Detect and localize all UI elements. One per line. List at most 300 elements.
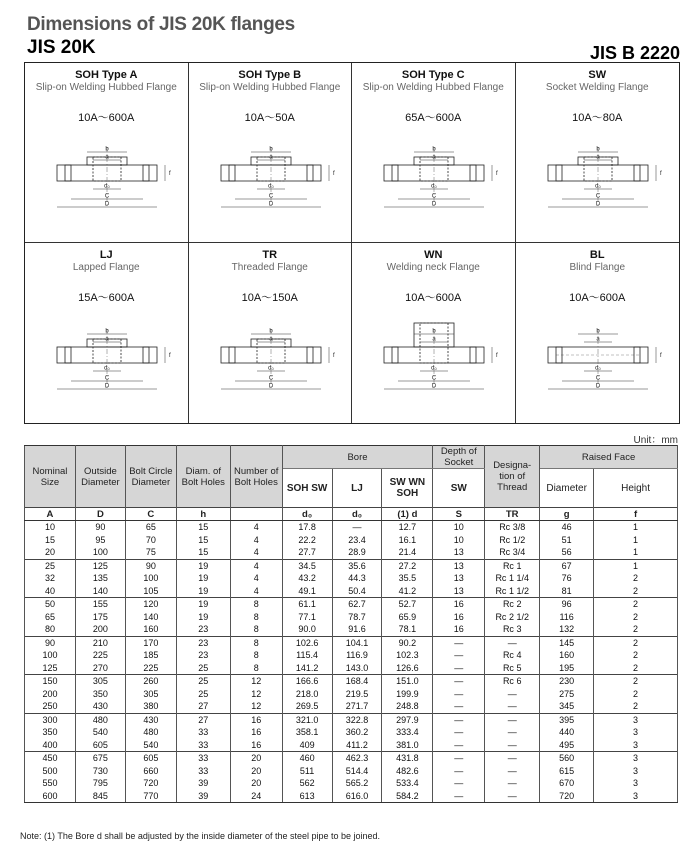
table-cell: 90	[25, 636, 76, 649]
col-bore-soh-sw: SOH SW	[282, 469, 332, 508]
table-cell: 270	[75, 662, 125, 675]
table-cell: 670	[540, 777, 594, 790]
table-cell: 13	[433, 559, 485, 572]
table-cell: —	[332, 521, 382, 534]
dimension-label: d₀	[431, 183, 437, 190]
table-cell: 17.8	[282, 521, 332, 534]
table-cell: 27	[176, 713, 230, 726]
table-cell: —	[433, 790, 485, 803]
table-row	[25, 636, 678, 649]
table-cell: 150	[25, 675, 76, 688]
table-cell: —	[433, 713, 485, 726]
flange-type-name: BL	[589, 249, 605, 261]
table-cell: 33	[176, 739, 230, 752]
table-cell: 540	[75, 726, 125, 739]
dimension-label: D	[595, 201, 600, 208]
table-cell: 533.4	[382, 777, 433, 790]
table-cell: 675	[75, 752, 125, 765]
table-cell: 132	[540, 623, 594, 636]
table-cell: 4	[230, 534, 282, 547]
bolt-hole	[229, 165, 235, 181]
table-cell: 135	[75, 572, 125, 585]
table-cell: 2	[594, 675, 678, 688]
table-cell: 845	[75, 790, 125, 803]
table-cell: 560	[540, 752, 594, 765]
col-raised-face: Raised Face	[540, 446, 678, 469]
table-cell: 23	[176, 649, 230, 662]
table-cell: 720	[540, 790, 594, 803]
table-row	[25, 649, 678, 662]
col-outside-diameter: Outside Diameter	[75, 446, 125, 508]
table-cell: 2	[594, 688, 678, 701]
table-row	[25, 752, 678, 765]
dimension-label: b	[268, 146, 273, 153]
table-cell: 102.3	[382, 649, 433, 662]
bolt-hole	[307, 347, 313, 363]
table-cell: 125	[25, 662, 76, 675]
table-cell: 32	[25, 572, 76, 585]
table-cell: —	[433, 675, 485, 688]
table-row	[25, 688, 678, 701]
table-cell: 16	[230, 713, 282, 726]
flange-type-name: TR	[262, 249, 278, 261]
table-cell: 2	[594, 598, 678, 611]
table-cell: 321.0	[282, 713, 332, 726]
table-cell: 12	[230, 675, 282, 688]
table-cell: 210	[75, 636, 125, 649]
table-cell: 41.2	[382, 585, 433, 598]
table-cell: 720	[125, 777, 176, 790]
table-cell: 67	[540, 559, 594, 572]
table-cell: 480	[125, 726, 176, 739]
table-cell: Rc 6	[485, 675, 540, 688]
table-cell: 1	[594, 559, 678, 572]
bolt-hole	[307, 165, 313, 181]
table-cell: 460	[282, 752, 332, 765]
label-g: g	[540, 508, 594, 521]
table-cell: 2	[594, 585, 678, 598]
table-cell: 395	[540, 713, 594, 726]
flange-size-range: 10A～600A	[405, 292, 462, 304]
dimension-label: D	[431, 383, 437, 390]
table-cell: 15	[176, 521, 230, 534]
table-cell: 3	[594, 777, 678, 790]
table-cell: 199.9	[382, 688, 433, 701]
col-rf-height: Height	[594, 469, 678, 508]
bolt-hole	[65, 165, 71, 181]
table-cell: 2	[594, 611, 678, 624]
flange-type-name: SOH Type A	[75, 69, 138, 81]
table-cell: 61.1	[282, 598, 332, 611]
table-cell: 2	[594, 636, 678, 649]
table-row	[25, 713, 678, 726]
dimension-label: b	[432, 146, 436, 153]
table-cell: 4	[230, 546, 282, 559]
label-C: C	[125, 508, 176, 521]
table-cell: 350	[25, 726, 76, 739]
flange-drawing	[362, 127, 504, 233]
table-cell: —	[433, 765, 485, 778]
flange-type-desc: Slip-on Welding Hubbed Flange	[35, 82, 177, 93]
table-cell: 16	[433, 598, 485, 611]
page-subtitle: JIS 20K	[27, 37, 96, 58]
bolt-hole	[229, 347, 235, 363]
dimension-label: b	[595, 328, 600, 335]
flange-drawing	[362, 309, 504, 415]
table-cell: 430	[75, 700, 125, 713]
table-cell: 51	[540, 534, 594, 547]
flange-size-range: 10A～600A	[569, 292, 626, 304]
table-cell: —	[485, 752, 540, 765]
table-cell: —	[433, 752, 485, 765]
table-cell: 660	[125, 765, 176, 778]
table-cell: 76	[540, 572, 594, 585]
col-bore-sw-wn-soh: SW WN SOH	[382, 469, 433, 508]
table-cell: 411.2	[332, 739, 382, 752]
table-cell: 3	[594, 752, 678, 765]
flange-card	[189, 243, 353, 423]
dimension-label: f	[332, 353, 335, 359]
table-cell: 3	[594, 739, 678, 752]
table-cell: 360.2	[332, 726, 382, 739]
table-cell: 27	[176, 700, 230, 713]
table-cell: 166.6	[282, 675, 332, 688]
table-cell: 297.9	[382, 713, 433, 726]
table-cell: 250	[25, 700, 76, 713]
table-cell: 584.2	[382, 790, 433, 803]
flange-type-name: WN	[424, 249, 443, 261]
table-cell: 16	[230, 739, 282, 752]
page-title: Dimensions of JIS 20K flanges	[27, 14, 295, 35]
table-cell: —	[433, 726, 485, 739]
flange-type-desc: Slip-on Welding Hubbed Flange	[199, 82, 341, 93]
flange-size-range: 10A～600A	[78, 112, 135, 124]
table-cell: —	[433, 700, 485, 713]
table-cell: 462.3	[332, 752, 382, 765]
table-cell: 4	[230, 585, 282, 598]
dimension-label: f	[169, 353, 171, 359]
label-D: D	[75, 508, 125, 521]
table-cell: 10	[433, 521, 485, 534]
table-cell: 613	[282, 790, 332, 803]
table-cell: 43.2	[282, 572, 332, 585]
table-cell: —	[485, 688, 540, 701]
table-cell: 34.5	[282, 559, 332, 572]
flange-drawing	[526, 127, 668, 233]
table-cell: 52.7	[382, 598, 433, 611]
table-cell: 145	[540, 636, 594, 649]
table-cell: 380	[125, 700, 176, 713]
table-cell: 116	[540, 611, 594, 624]
table-cell: Rc 2	[485, 598, 540, 611]
table-row	[25, 726, 678, 739]
col-designation: Designa- tion of Thread	[485, 446, 540, 508]
table-cell: 480	[75, 713, 125, 726]
table-row	[25, 611, 678, 624]
table-cell: 358.1	[282, 726, 332, 739]
dimension-label: a	[105, 336, 109, 343]
label-f: f	[594, 508, 678, 521]
table-cell: 102.6	[282, 636, 332, 649]
table-cell: 100	[25, 649, 76, 662]
table-cell: 12	[230, 688, 282, 701]
flange-type-desc: Welding neck Flange	[386, 262, 480, 273]
table-cell: 175	[75, 611, 125, 624]
flange-card	[189, 63, 353, 243]
table-cell: 27.7	[282, 546, 332, 559]
table-cell: 185	[125, 649, 176, 662]
dimension-label: d₀	[104, 365, 110, 372]
table-cell: 80	[25, 623, 76, 636]
table-cell: 514.4	[332, 765, 382, 778]
table-cell: 155	[75, 598, 125, 611]
table-row	[25, 534, 678, 547]
table-cell: 78.1	[382, 623, 433, 636]
table-cell: —	[433, 636, 485, 649]
table-cell: 16	[433, 611, 485, 624]
flange-size-range: 10A～80A	[572, 112, 623, 124]
table-cell: 13	[433, 546, 485, 559]
table-cell: 770	[125, 790, 176, 803]
flange-drawing	[199, 127, 341, 233]
table-cell: 13	[433, 585, 485, 598]
label-TR: TR	[485, 508, 540, 521]
table-cell: 16	[230, 726, 282, 739]
table-cell: 15	[25, 534, 76, 547]
table-cell: 21.4	[382, 546, 433, 559]
table-row	[25, 623, 678, 636]
table-cell: 615	[540, 765, 594, 778]
bolt-hole	[143, 165, 149, 181]
table-cell: 730	[75, 765, 125, 778]
table-cell: 20	[25, 546, 76, 559]
table-cell: 10	[25, 521, 76, 534]
flange-card	[25, 243, 189, 423]
table-cell: 16	[433, 623, 485, 636]
flange-drawing	[35, 127, 177, 233]
flange-size-range: 65A～600A	[405, 112, 462, 124]
table-cell: 91.6	[332, 623, 382, 636]
table-cell: 125	[75, 559, 125, 572]
table-cell: —	[433, 777, 485, 790]
table-cell: 100	[75, 546, 125, 559]
flange-type-name: SW	[588, 69, 607, 81]
table-cell: Rc 1 1/4	[485, 572, 540, 585]
table-cell: 511	[282, 765, 332, 778]
table-row	[25, 585, 678, 598]
table-cell: 12	[230, 700, 282, 713]
table-cell: 605	[125, 752, 176, 765]
table-cell: 430	[125, 713, 176, 726]
bolt-hole	[65, 347, 71, 363]
table-cell: 20	[230, 765, 282, 778]
table-cell: 62.7	[332, 598, 382, 611]
table-cell: —	[485, 726, 540, 739]
flange-card	[516, 63, 680, 243]
table-cell: 90.0	[282, 623, 332, 636]
table-cell: —	[485, 739, 540, 752]
flange-type-name: SOH Type C	[401, 69, 465, 81]
table-cell: —	[433, 688, 485, 701]
table-cell: 115.4	[282, 649, 332, 662]
table-cell: 39	[176, 790, 230, 803]
table-cell: 8	[230, 636, 282, 649]
dimension-label: a	[268, 336, 273, 343]
dimension-label: C	[268, 193, 273, 200]
table-cell: 2	[594, 662, 678, 675]
table-cell: —	[485, 700, 540, 713]
table-cell: 500	[25, 765, 76, 778]
table-cell: 300	[25, 713, 76, 726]
table-cell: 333.4	[382, 726, 433, 739]
flange-type-name: SOH Type B	[238, 69, 302, 81]
dimension-label: b	[105, 328, 109, 335]
flange-card	[352, 63, 516, 243]
table-cell: 95	[75, 534, 125, 547]
table-cell: 562	[282, 777, 332, 790]
table-cell: —	[433, 739, 485, 752]
dimension-label: a	[432, 154, 436, 161]
table-cell: 65.9	[382, 611, 433, 624]
table-cell: 2	[594, 700, 678, 713]
label-d: (1) d	[382, 508, 433, 521]
table-cell: 218.0	[282, 688, 332, 701]
table-cell: 140	[75, 585, 125, 598]
table-cell: 8	[230, 623, 282, 636]
bolt-hole	[392, 165, 398, 181]
table-cell: 90.2	[382, 636, 433, 649]
flange-card	[516, 243, 680, 423]
table-cell: Rc 3	[485, 623, 540, 636]
dimension-label: b	[105, 146, 109, 153]
table-cell: 200	[75, 623, 125, 636]
dimension-label: b	[268, 328, 273, 335]
table-cell: 3	[594, 726, 678, 739]
table-cell: 400	[25, 739, 76, 752]
table-cell: 90	[125, 559, 176, 572]
table-cell: 19	[176, 559, 230, 572]
table-cell: Rc 2 1/2	[485, 611, 540, 624]
table-cell: 482.6	[382, 765, 433, 778]
table-cell: 39	[176, 777, 230, 790]
table-cell: 141.2	[282, 662, 332, 675]
table-cell: 160	[540, 649, 594, 662]
dimension-label: a	[105, 154, 109, 161]
table-cell: 8	[230, 649, 282, 662]
dimension-label: b	[595, 146, 600, 153]
dimension-label: C	[268, 375, 273, 382]
unit-label: Unit：mm	[633, 435, 678, 446]
table-cell: —	[485, 713, 540, 726]
table-cell: 2	[594, 649, 678, 662]
table-cell: 305	[75, 675, 125, 688]
table-cell: 8	[230, 611, 282, 624]
table-cell: 225	[75, 649, 125, 662]
table-row	[25, 777, 678, 790]
table-cell: 143.0	[332, 662, 382, 675]
label-S: S	[433, 508, 485, 521]
dimension-label: d₀	[431, 365, 437, 372]
table-cell: 13	[433, 572, 485, 585]
dimension-label: D	[431, 201, 437, 208]
flange-type-desc: Blind Flange	[569, 262, 626, 273]
table-cell: 44.3	[332, 572, 382, 585]
dimension-label: f	[496, 353, 498, 359]
col-nominal-size: Nominal Size	[25, 446, 76, 508]
table-cell: 1	[594, 521, 678, 534]
table-cell: 450	[25, 752, 76, 765]
table-cell: 50	[25, 598, 76, 611]
table-cell: 65	[25, 611, 76, 624]
bolt-hole	[392, 347, 398, 363]
dimension-label: a	[268, 154, 273, 161]
table-cell: 3	[594, 713, 678, 726]
table-cell: Rc 1 1/2	[485, 585, 540, 598]
table-cell: 200	[25, 688, 76, 701]
table-cell: 616.0	[332, 790, 382, 803]
flange-type-desc: Slip-on Welding Hubbed Flange	[362, 82, 504, 93]
table-cell: Rc 3/8	[485, 521, 540, 534]
table-row	[25, 675, 678, 688]
col-depth-socket: Depth of Socket	[433, 446, 485, 469]
dimension-label: C	[431, 375, 437, 382]
table-cell: 25	[25, 559, 76, 572]
table-cell: 49.1	[282, 585, 332, 598]
label-h: h	[176, 508, 230, 521]
table-cell: 140	[125, 611, 176, 624]
table-cell: 540	[125, 739, 176, 752]
table-cell: 40	[25, 585, 76, 598]
table-cell: 33	[176, 752, 230, 765]
col-rf-diameter: Diameter	[540, 469, 594, 508]
table-row	[25, 700, 678, 713]
table-cell: 22.2	[282, 534, 332, 547]
flange-drawing	[35, 309, 177, 415]
table-cell: 116.9	[332, 649, 382, 662]
table-cell: 81	[540, 585, 594, 598]
dimension-label: d₀	[267, 183, 274, 190]
table-cell: 230	[540, 675, 594, 688]
dimension-label: D	[268, 383, 273, 390]
flange-type-name: LJ	[99, 249, 113, 261]
dimension-label: d₀	[594, 183, 601, 190]
table-row	[25, 765, 678, 778]
bolt-hole	[634, 165, 640, 181]
flange-drawing	[526, 309, 668, 415]
table-cell: 70	[125, 534, 176, 547]
table-cell: 90	[75, 521, 125, 534]
table-cell: Rc 4	[485, 649, 540, 662]
label-do-1: d₀	[282, 508, 332, 521]
dimension-label: D	[104, 383, 110, 390]
table-cell: Rc 5	[485, 662, 540, 675]
table-cell: 65	[125, 521, 176, 534]
table-cell: 25	[176, 662, 230, 675]
table-row	[25, 662, 678, 675]
table-cell: 2	[594, 623, 678, 636]
table-cell: 3	[594, 765, 678, 778]
col-num-holes: Number of Bolt Holes	[230, 446, 282, 508]
bolt-hole	[143, 347, 149, 363]
dimension-label: C	[595, 375, 600, 382]
table-cell: 3	[594, 790, 678, 803]
table-cell: 33	[176, 726, 230, 739]
table-cell: 160	[125, 623, 176, 636]
table-cell: 100	[125, 572, 176, 585]
table-cell: 23.4	[332, 534, 382, 547]
dimension-label: d₀	[594, 365, 601, 372]
col-depth-sw: SW	[433, 469, 485, 508]
